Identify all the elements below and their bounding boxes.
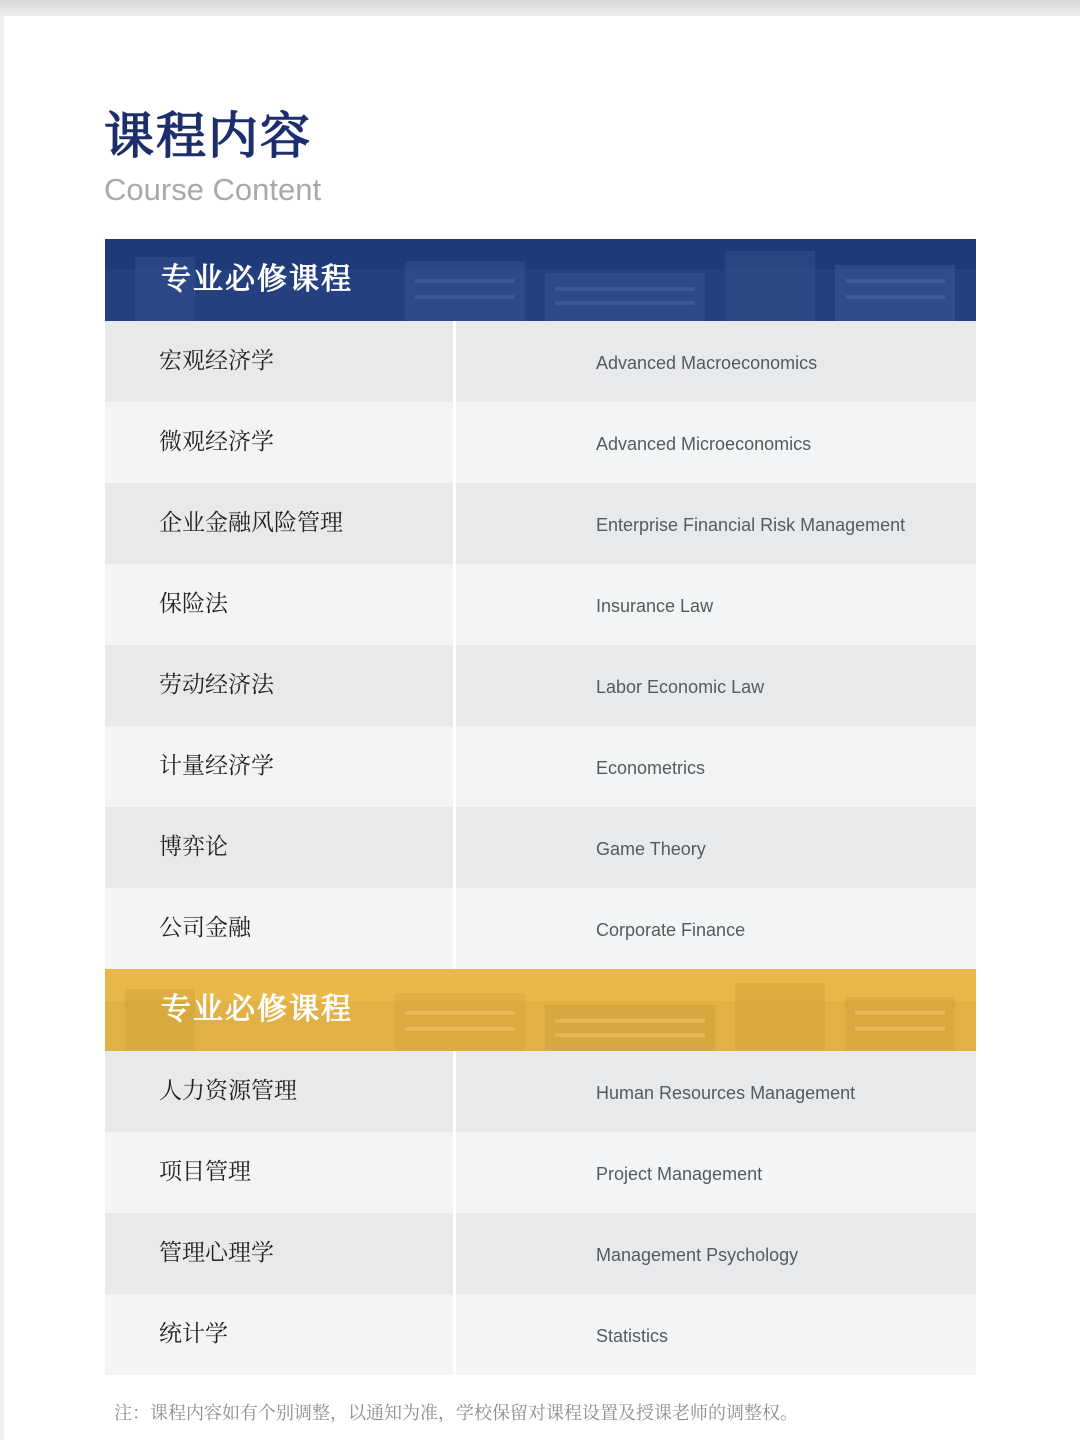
course-name-en: Econometrics: [596, 758, 706, 778]
section-label: 专业必修课程: [161, 992, 353, 1027]
course-name-zh: 管理心理学: [105, 1213, 456, 1294]
table-row: [105, 1051, 976, 1132]
table-row: [105, 1294, 976, 1375]
course-name-zh: 劳动经济法: [105, 645, 456, 726]
left-edge-strip: [0, 16, 4, 1440]
course-name-en: Enterprise Financial Risk Management: [596, 515, 906, 535]
course-name-en: Human Resources Management: [596, 1083, 856, 1103]
course-table: [105, 239, 976, 1375]
course-name-zh: 公司金融: [105, 888, 456, 969]
top-edge-strip: [0, 0, 1080, 16]
course-name-zh: 企业金融风险管理: [105, 483, 456, 564]
table-row: [105, 483, 976, 564]
course-name-zh: 人力资源管理: [105, 1051, 456, 1132]
course-name-en: Advanced Macroeconomics: [596, 353, 818, 373]
course-name-en: Labor Economic Law: [596, 677, 765, 697]
course-name-zh: 统计学: [105, 1294, 456, 1375]
course-name-zh: 保险法: [105, 564, 456, 645]
section-label: 专业必修课程: [161, 262, 353, 297]
course-name-en: Management Psychology: [596, 1245, 799, 1265]
course-name-zh: 宏观经济学: [105, 321, 456, 402]
course-name-zh: 计量经济学: [105, 726, 456, 807]
table-row: [105, 888, 976, 969]
course-name-en: Corporate Finance: [596, 920, 746, 940]
course-name-zh: 博弈论: [105, 807, 456, 888]
course-name-en: Game Theory: [596, 839, 706, 859]
table-row: [105, 726, 976, 807]
section-header-required-2: [105, 969, 976, 1051]
table-row: [105, 402, 976, 483]
page-subtitle: Course Content: [104, 172, 322, 207]
footnote: 注：课程内容如有个别调整，以通知为准，学校保留对课程设置及授课老师的调整权。: [114, 1403, 798, 1424]
course-name-en: Advanced Microeconomics: [596, 434, 812, 454]
table-row: [105, 807, 976, 888]
course-name-en: Statistics: [596, 1326, 669, 1346]
course-name-en: Insurance Law: [596, 596, 714, 616]
section-header-required-1: [105, 239, 976, 321]
table-row: [105, 564, 976, 645]
course-name-zh: 项目管理: [105, 1132, 456, 1213]
table-row: [105, 321, 976, 402]
course-name-zh: 微观经济学: [105, 402, 456, 483]
table-row: [105, 645, 976, 726]
course-name-en: Project Management: [596, 1164, 763, 1184]
table-row: [105, 1132, 976, 1213]
page-title: 课程内容: [104, 107, 312, 165]
table-row: [105, 1213, 976, 1294]
